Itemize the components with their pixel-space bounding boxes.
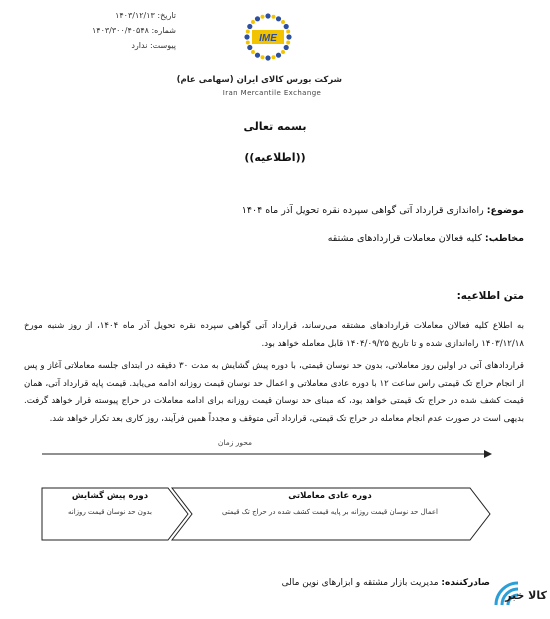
addressee-label: مخاطب: bbox=[484, 233, 524, 244]
number-row bbox=[66, 23, 176, 38]
normal-period bbox=[195, 491, 465, 537]
paragraph-1: به اطلاع کلیه فعالان معاملات قراردادهای مشتقه می‌رساند، قرارداد آتی گواهی سپرده نقره تحویل آذر ماه ۱۴۰۴، از روز شنبه مورخ ۱۴۰۳/۱۲/۱۸ راه‌اندازی شده و تا تاریخ ۱۴۰۴/۰۹/۲۵ قابل معامله خواهد بود. bbox=[24, 321, 524, 349]
svg-text:IME: IME bbox=[259, 33, 277, 44]
time-axis-arrow bbox=[40, 448, 492, 460]
logo-ring-icon bbox=[243, 12, 293, 62]
number-label: شماره: bbox=[151, 26, 176, 35]
normal-desc: اعمال حد نوسان قیمت روزانه بر پایه قیمت کشف شده در حراج تک قیمتی bbox=[221, 508, 438, 516]
attachment-value: ندارد bbox=[131, 41, 148, 50]
time-axis-label: محور زمان bbox=[217, 438, 253, 447]
date-value: ۱۴۰۳/۱۲/۱۳ bbox=[115, 11, 155, 20]
issuer-label: صادرکننده: bbox=[441, 578, 490, 588]
preopen-desc: بدون حد نوسان قیمت روزانه bbox=[68, 508, 152, 516]
addressee-line bbox=[24, 233, 524, 244]
issuer-text: مدیریت بازار مشتقه و ابزارهای نوین مالی bbox=[281, 578, 439, 588]
normal-title: دوره عادی معاملاتی bbox=[288, 491, 372, 501]
company-name-en: Iran Mercantile Exchange bbox=[222, 89, 322, 97]
date-row bbox=[66, 8, 176, 23]
watermark-logo bbox=[492, 575, 550, 619]
company-logo bbox=[200, 6, 335, 101]
subject-line bbox=[24, 205, 524, 216]
notice-title: ((اطلاعیه)) bbox=[244, 151, 306, 164]
attachment-row bbox=[66, 38, 176, 53]
section-title: متن اطلاعیه: bbox=[456, 290, 524, 302]
company-name-fa: شرکت بورس کالای ایران (سهامی عام) bbox=[176, 75, 342, 85]
paragraph-2: قراردادهای آتی در اولین روز معاملاتی، بدون حد نوسان قیمتی، با دوره پیش گشایش به مدت ۳۰ دقیقه در ابتدای جلسه معاملاتی آغاز و پس از انجام حراج تک قیمتی راس ساعت ۱۲ با دوره عادی معاملاتی و اعمال حد نوسان قیمت روزانه ادامه می‌یابد. قیمت پایه قرارداد آتی، همان قیمت کشف شده در حراج تک قیمتی خواهد بود، که مبنای حد نوسان قیمت روزانه برای ادامه معاملات در حراج پیوسته قرار خواهد گرفت. بدیهی است در صورت عدم انجام معامله در حراج تک قیمتی، قرارداد آتی متوقف و مجدداً همین فرآیند، روز کاری بعد تکرار خواهد شد. bbox=[24, 361, 525, 424]
bismillah-title: بسمه تعالی bbox=[243, 120, 307, 133]
letter-meta bbox=[66, 8, 176, 53]
number-value: ۱۴۰۳/۳۰۰/۴۰۵۴۸ bbox=[91, 26, 149, 35]
preopen-title: دوره پیش گشایش bbox=[71, 491, 149, 501]
attachment-label: پیوست: bbox=[149, 41, 176, 50]
subject-label: موضوع: bbox=[486, 205, 524, 216]
addressee-text: کلیه فعالان معاملات قراردادهای مشتقه bbox=[327, 233, 482, 244]
preopen-period bbox=[46, 491, 174, 537]
date-label: تاریخ: bbox=[157, 11, 176, 20]
watermark-text: کالا خبر bbox=[505, 589, 547, 602]
subject-text: راه‌اندازی قرارداد آتی گواهی سپرده نقره تحویل آذر ماه ۱۴۰۴ bbox=[241, 205, 484, 216]
issuer-line bbox=[282, 578, 490, 588]
